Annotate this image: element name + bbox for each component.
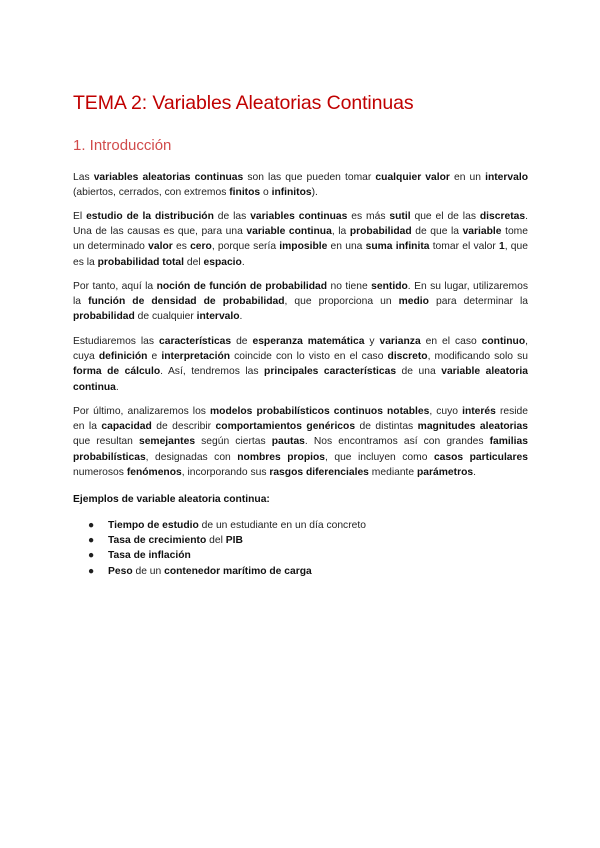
text-run: , la (331, 226, 350, 238)
text-run: Por último, analizaremos los (73, 406, 211, 417)
bold-term: Tasa de inflación (108, 550, 191, 562)
bold-term: contenedor marítimo de carga (164, 565, 312, 577)
bold-term: infinitos (271, 187, 312, 199)
bold-term: continuo (481, 336, 526, 347)
paragraph-distribution-study (73, 209, 528, 270)
text-run: de distintas (355, 421, 418, 433)
bold-term: modelos probabilísticos continuos notables (210, 406, 430, 417)
text-run: de cualquier (134, 311, 197, 323)
text-run: tomar el valor (429, 241, 499, 253)
bold-term: variables aleatorias continuas (93, 172, 244, 183)
text-run: ). (311, 187, 318, 199)
text-run: El (73, 211, 87, 222)
bold-term: imposible (279, 241, 328, 253)
document-title: TEMA 2: Variables Aleatorias Continuas (73, 92, 414, 114)
text-run: es (172, 241, 191, 253)
text-run: que resultan (73, 436, 139, 448)
text-run: de un (132, 565, 165, 577)
bold-term: comportamientos genéricos (215, 421, 356, 433)
text-run: reside en la (73, 406, 528, 433)
bullet-icon: ● (88, 535, 95, 547)
bold-term: nombres propios (237, 451, 325, 463)
bullet-icon: ● (88, 520, 95, 531)
text-run: e (147, 351, 162, 363)
bold-term: interpretación (161, 351, 231, 363)
examples-list (73, 518, 366, 579)
text-run: son las que pueden tomar (243, 172, 376, 183)
bold-term: probabilidad (349, 226, 412, 238)
text-run: de describir (151, 421, 216, 433)
text-run: no tiene (327, 281, 372, 292)
bold-term: intervalo (196, 311, 240, 323)
bold-term: rasgos diferenciales (269, 466, 369, 478)
list-item-text (108, 535, 243, 546)
text-run: de (231, 336, 253, 347)
list-item-text (108, 520, 366, 531)
text-run: , incorporando sus (181, 466, 270, 478)
list-item-text (108, 566, 312, 577)
bold-term: magnitudes aleatorias (417, 421, 528, 433)
bold-term: interés (462, 406, 496, 417)
text-run: de una (396, 366, 442, 378)
text-run: Estudiaremos las (73, 336, 159, 347)
text-run: , cuya (73, 336, 528, 363)
text-run: . Nos encontramos así con grandes (304, 436, 490, 448)
list-item (73, 533, 366, 548)
bold-term: discreto (387, 351, 428, 363)
text-run: , que proporciona un (284, 296, 399, 308)
text-run: , porque sería (211, 241, 280, 253)
paragraph-notable-models (73, 404, 528, 480)
text-run: es más (347, 211, 390, 222)
text-run: , modificando solo su (427, 351, 528, 363)
section-heading: 1. Introducción (73, 137, 172, 154)
paragraph-definition (73, 170, 528, 200)
bold-term: pautas (271, 436, 305, 448)
bold-term: 1 (499, 241, 505, 253)
bold-term: cero (190, 241, 212, 253)
bold-term: capacidad (101, 421, 152, 433)
text-run: de un estudiante en un día concreto (198, 520, 366, 531)
text-run: y (364, 336, 380, 347)
bold-term: varianza (379, 336, 421, 347)
bold-term: variables continuas (250, 211, 348, 222)
bold-term: variable aleatoria continua (73, 366, 529, 393)
bold-term: función de densidad de probabilidad (88, 296, 285, 308)
text-run: de que la (411, 226, 463, 238)
bold-term: definición (98, 351, 148, 363)
bold-term: casos particulares (433, 451, 528, 463)
bold-term: semejantes (138, 436, 196, 448)
text-run: o (260, 187, 272, 199)
text-run: del (184, 256, 204, 268)
bold-term: Tasa de crecimiento (108, 535, 207, 547)
bold-term: espacio (203, 256, 242, 268)
text-run: en el caso (420, 336, 482, 347)
text-run: que el de las (410, 211, 480, 222)
text-run: según ciertas (195, 436, 272, 448)
bold-term: Peso (108, 565, 133, 577)
text-run: , designadas con (145, 451, 238, 463)
bold-term: intervalo (485, 172, 529, 183)
text-run: . (239, 311, 243, 323)
text-run: . Una de las causas es que, para una (73, 211, 528, 238)
examples-heading: Ejemplos de variable aleatoria continua: (73, 494, 270, 505)
bold-term: valor (148, 241, 173, 253)
bold-term: Tiempo de estudio (108, 520, 199, 531)
bold-term: sutil (389, 211, 411, 222)
bold-term: probabilidad (73, 311, 135, 323)
bold-term: principales características (264, 366, 397, 378)
bold-term: variable (462, 226, 502, 238)
bold-term: discretas (479, 211, 526, 222)
bold-term: características (159, 336, 232, 347)
bold-term: PIB (225, 535, 243, 547)
bullet-icon: ● (88, 565, 95, 577)
text-run: del (206, 535, 226, 547)
list-item (73, 518, 366, 533)
text-run: en un (449, 172, 486, 183)
text-run: para determinar la (428, 296, 528, 308)
bold-term: estudio de la distribución (86, 211, 214, 222)
bold-term: suma infinita (365, 241, 430, 253)
text-run: . (473, 466, 476, 478)
text-run: tome un determinado (73, 226, 528, 253)
text-run: de las (213, 211, 251, 222)
bullet-icon: ● (88, 550, 95, 562)
bold-term: esperanza matemática (252, 336, 365, 347)
paragraph-density-function (73, 279, 528, 325)
bold-term: familias probabilísticas (73, 436, 528, 463)
bold-term: variable continua (246, 226, 332, 238)
list-item (73, 548, 366, 563)
text-run: . (241, 256, 245, 268)
text-run: coincide con lo visto en el caso (230, 351, 388, 363)
bold-term: medio (398, 296, 429, 308)
text-run: , que es la (73, 241, 528, 268)
text-run: mediante (368, 466, 418, 478)
text-run: en una (327, 241, 366, 253)
text-run: , cuyo (429, 406, 463, 417)
text-run: . Así, tendremos las (160, 366, 265, 378)
text-run: (abiertos, cerrados, con extremos (73, 187, 230, 199)
bold-term: noción de función de probabilidad (156, 281, 328, 292)
list-item (73, 564, 366, 579)
text-run: Por tanto, aquí la (73, 281, 157, 292)
bold-term: parámetros (417, 466, 474, 478)
text-run: , que incluyen como (325, 451, 434, 463)
text-run: . (115, 381, 119, 393)
text-run: . En su lugar, utilizaremos la (73, 281, 528, 308)
bold-term: fenómenos (126, 466, 182, 478)
bold-term: finitos (229, 187, 261, 199)
text-run: Las (73, 172, 94, 183)
paragraph-characteristics (73, 334, 528, 395)
list-item-text (108, 550, 191, 561)
text-run: numerosos (73, 466, 127, 478)
bold-term: probabilidad total (97, 256, 185, 268)
bold-term: cualquier valor (375, 172, 450, 183)
bold-term: forma de cálculo (73, 366, 161, 378)
bold-term: sentido (371, 281, 408, 292)
